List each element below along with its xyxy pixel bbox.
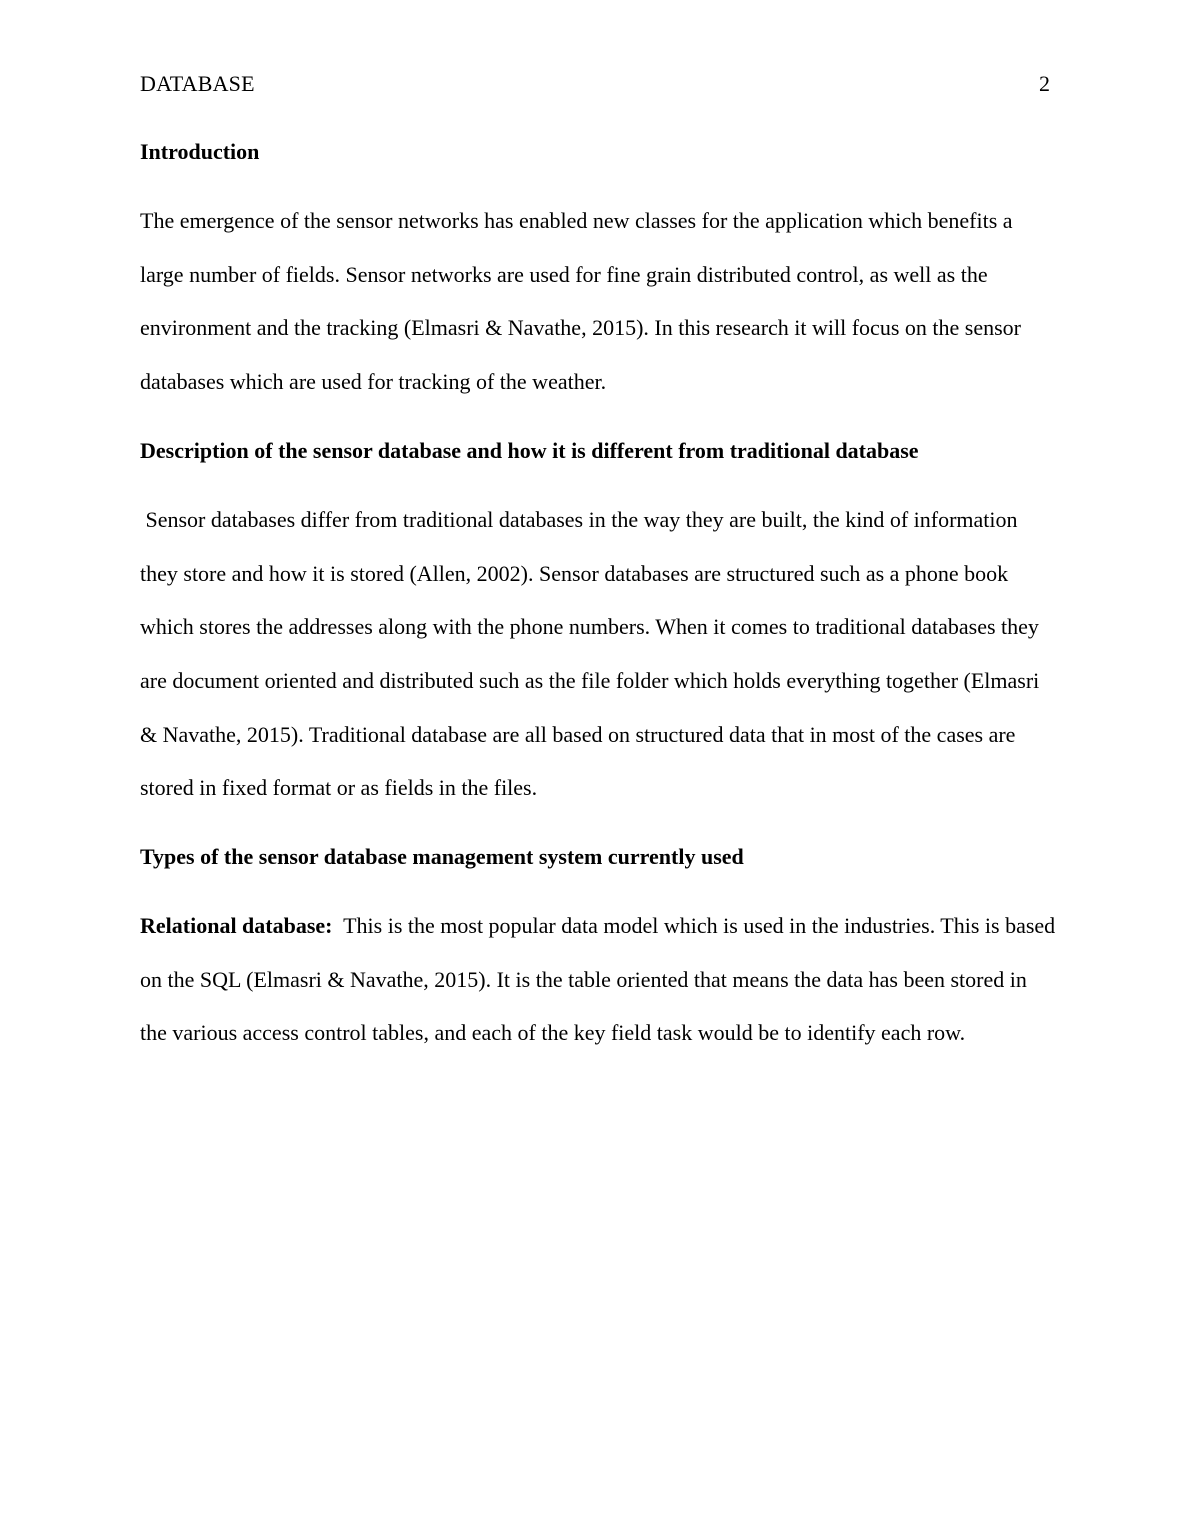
- running-head: DATABASE: [140, 71, 255, 96]
- page-number: 2: [1039, 71, 1050, 96]
- document-body: [140, 125, 1056, 1075]
- paragraph-introduction: The emergence of the sensor networks has enabled new classes for the application which benefits a large number of fields. Sensor networks are used for fine grain distributed control, as well as the environment and the tracking (Elmasri & Navathe, 2015). In this research it will focus on the sensor databases which are used for tracking of the weather.: [140, 208, 1021, 395]
- paragraph-relational-database: [140, 899, 1056, 1060]
- section-heading-introduction: Introduction: [140, 139, 260, 164]
- section-heading-types: Types of the sensor database management system currently used: [140, 844, 744, 870]
- section-heading-description: Description of the sensor database and how it is different from traditional database: [140, 437, 919, 463]
- paragraph-relational-database-text: This is the most popular data model which is used in the industries. This is based on the SQL (Elmasri & Navathe, 2015). It is the table oriented that means the data has been stored in the various access control tables, and each of the key field task would be to identify each row.: [140, 913, 1056, 1046]
- term-relational-database: Relational database:: [140, 913, 333, 939]
- paragraph-description: Sensor databases differ from traditional databases in the way they are built, the kind of information they store and how it is stored (Allen, 2002). Sensor databases are structured such as a phone book which stores the addresses along with the phone numbers. When it comes to traditional databases they are document oriented and distributed such as the file folder which holds everything together (Elmasri & Navathe, 2015). Traditional database are all based on structured data that in most of the cases are stored in fixed format or as fields in the files.: [140, 506, 1040, 801]
